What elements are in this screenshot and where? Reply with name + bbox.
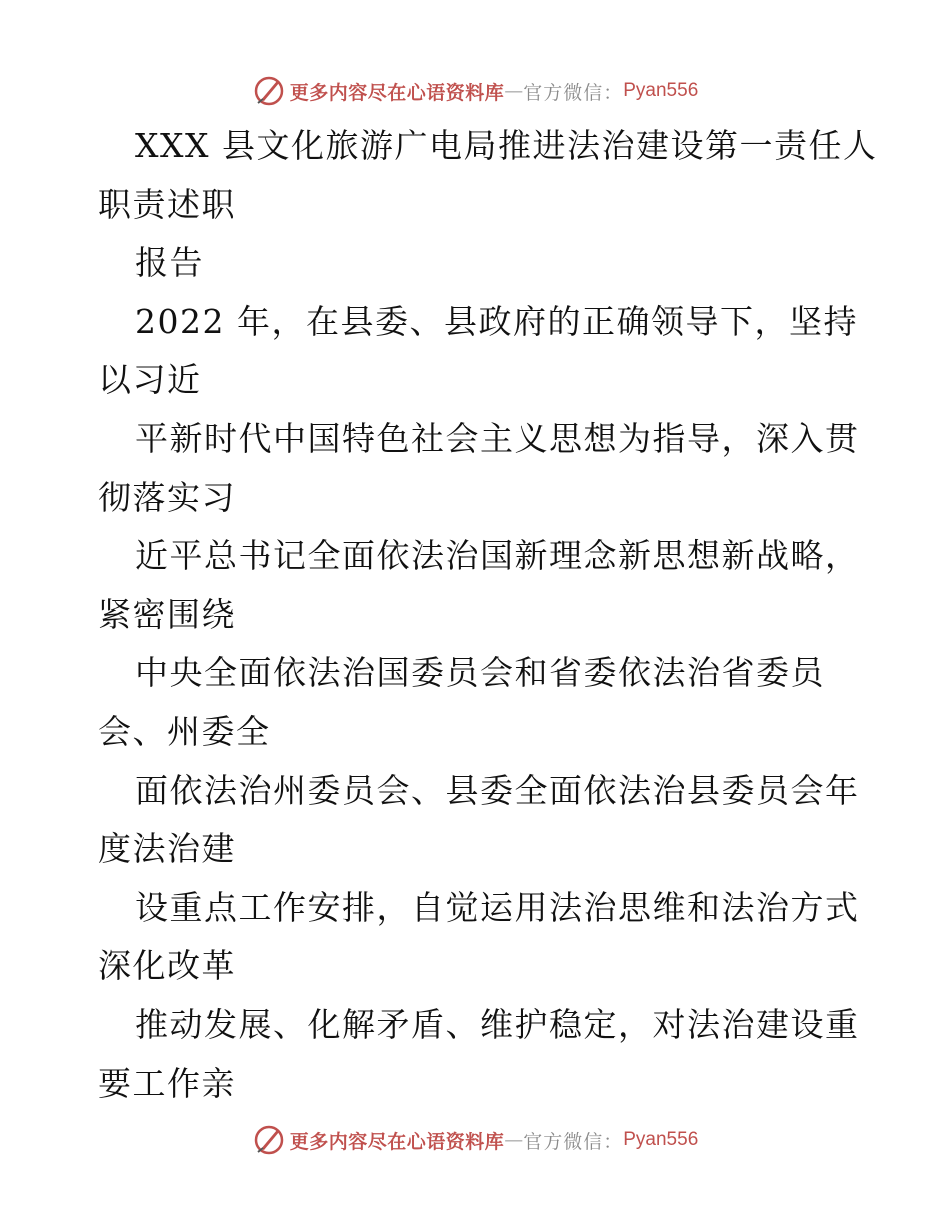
- watermark-wechat-label: 官方微信：: [523, 81, 624, 104]
- doc-title-line-2: 职责述职: [98, 184, 236, 224]
- watermark-wechat-label: 官方微信：: [523, 1130, 624, 1153]
- doc-text-line: 平新时代中国特色社会主义思想为指导，深入贯: [135, 418, 860, 458]
- doc-text-line: 设重点工作安排，自觉运用法治思维和法治方式: [135, 887, 860, 927]
- quill-logo-icon: [252, 1123, 286, 1157]
- doc-text-line: 近平总书记全面依法治国新理念新思想新战略，: [135, 536, 860, 576]
- watermark-wechat-id: Pyan556: [623, 1129, 699, 1150]
- watermark-dash: —: [504, 1129, 524, 1151]
- doc-text-line: 彻落实习: [98, 477, 236, 517]
- doc-text-line: 中央全面依法治国委员会和省委依法治省委员: [135, 653, 825, 693]
- watermark-text: 更多内容尽在心语资料库: [289, 81, 505, 104]
- watermark-footer: [0, 1120, 950, 1160]
- document-body: [98, 117, 878, 1113]
- doc-text-line: 度法治建: [98, 829, 236, 869]
- watermark-header: [0, 71, 950, 111]
- doc-text-line: 以习近: [98, 360, 202, 400]
- doc-text-line: 深化改革: [98, 946, 236, 986]
- doc-text-line: 推动发展、化解矛盾、维护稳定，对法治建设重: [135, 1004, 860, 1044]
- doc-title-line-3: 报告: [135, 243, 204, 283]
- watermark-wechat-id: Pyan556: [623, 80, 699, 101]
- watermark-text: 更多内容尽在心语资料库: [289, 1130, 505, 1153]
- doc-text-line: 会、州委全: [98, 711, 271, 751]
- doc-title-line-1: XXX 县文化旅游广电局推进法治建设第一责任人: [135, 126, 878, 165]
- watermark-dash: —: [504, 80, 524, 102]
- doc-text-line: 要工作亲: [98, 1063, 236, 1103]
- doc-text-line: 2022 年，在县委、县政府的正确领导下，坚持: [135, 301, 858, 341]
- quill-logo-icon: [252, 74, 286, 108]
- doc-text-line: 紧密围绕: [98, 594, 236, 634]
- doc-text-line: 面依法治州委员会、县委全面依法治县委员会年: [135, 770, 860, 810]
